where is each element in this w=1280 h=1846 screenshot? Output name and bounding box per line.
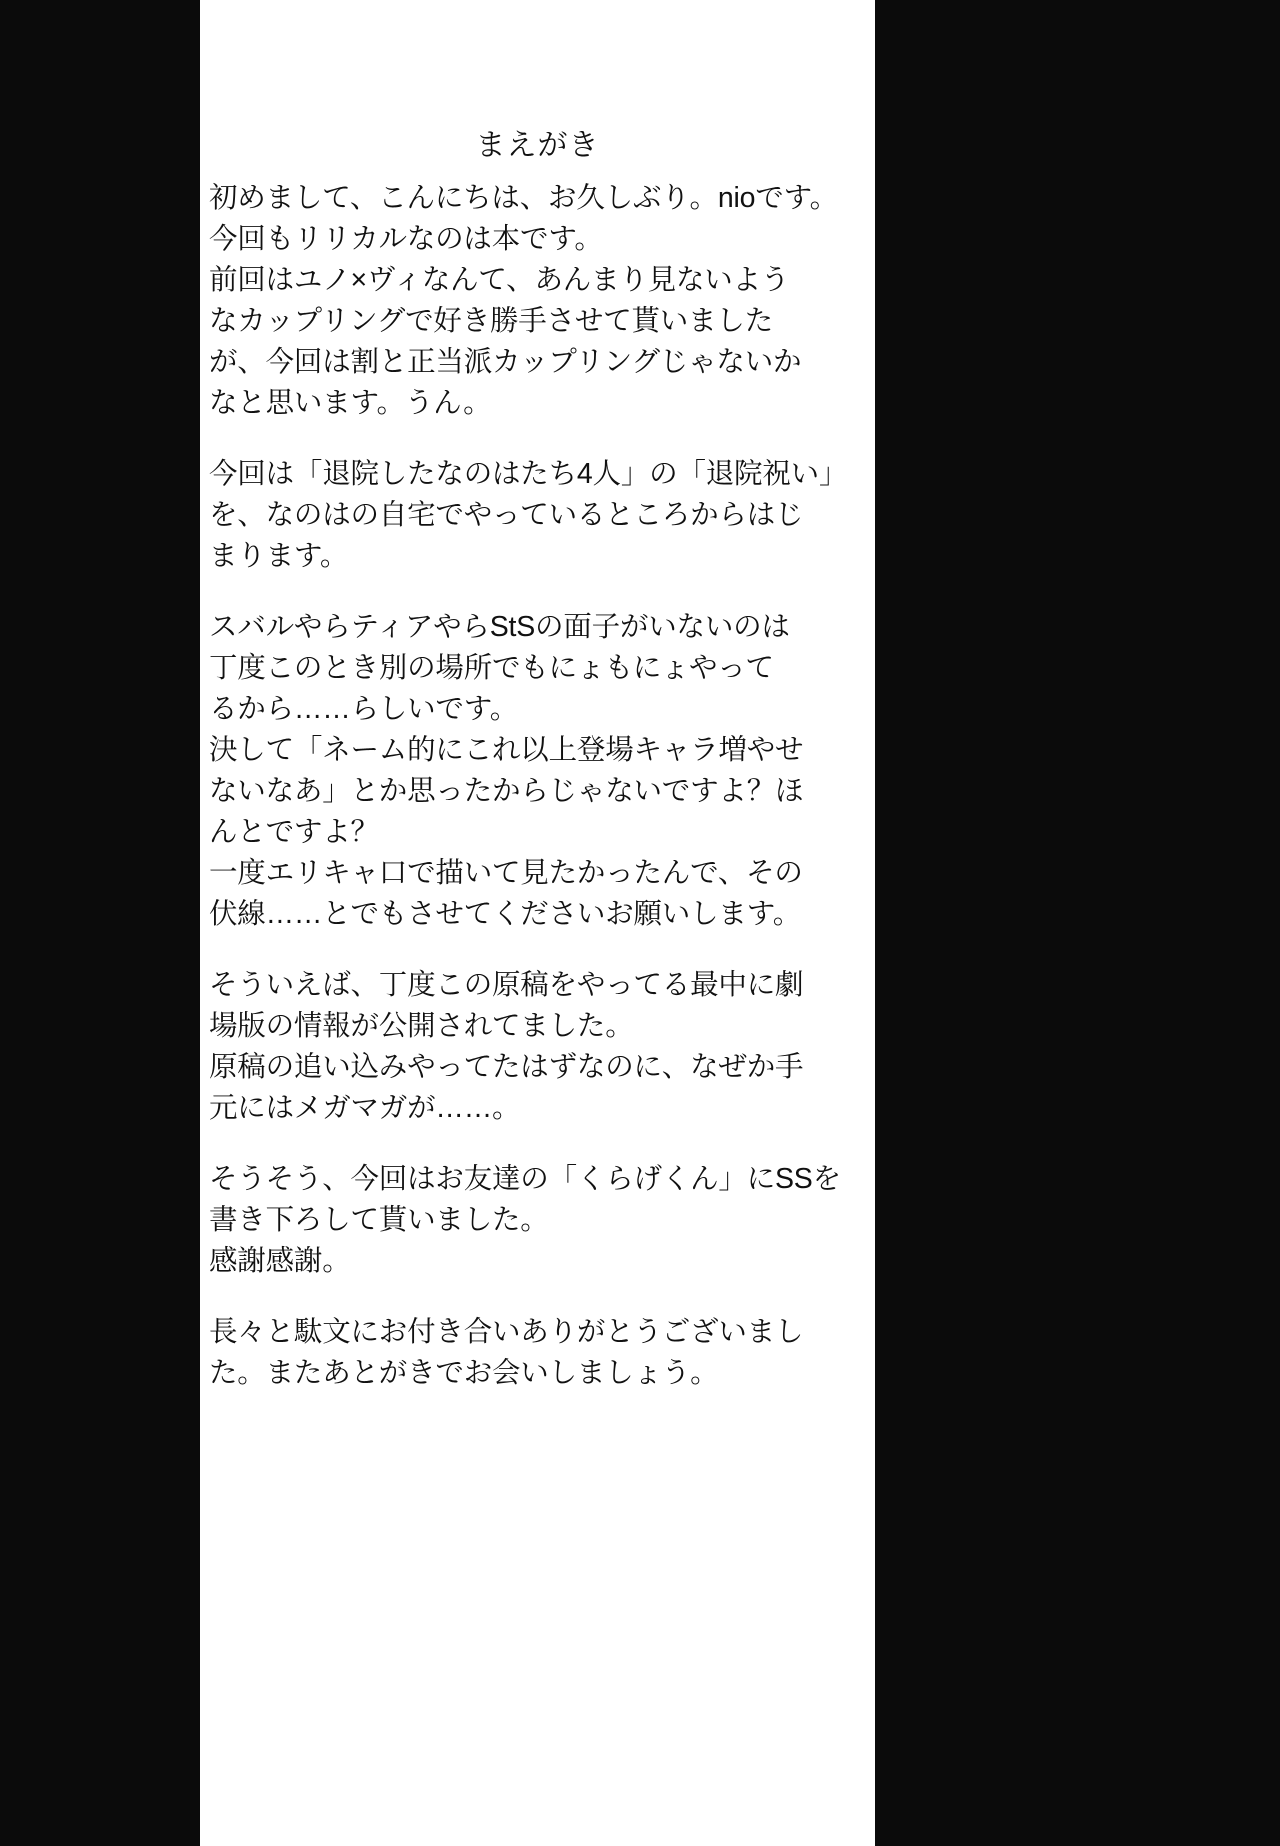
text-line: そういえば、丁度この原稿をやってる最中に劇 xyxy=(209,969,804,1001)
paragraph-movie-news xyxy=(209,965,899,1129)
text-line: なカップリングで好き勝手させて貰いました xyxy=(209,305,774,337)
page-title: まえがき xyxy=(475,129,600,162)
text-line: が、今回は割と正当派カップリングじゃないか xyxy=(209,346,802,378)
paragraph-thanks-friend xyxy=(209,1159,899,1282)
text-line: 長々と駄文にお付き合いありがとうございまし xyxy=(209,1316,804,1348)
text-line: 元にはメガマガが……。 xyxy=(209,1092,521,1124)
text-line: 伏線……とでもさせてくださいお願いします。 xyxy=(209,898,802,930)
text-line: た。またあとがきでお会いしましょう。 xyxy=(209,1357,719,1389)
text-line: 前回はユノ×ヴィなんて、あんまり見ないよう xyxy=(209,264,790,296)
text-line: スバルやらティアやらStSの面子がいないのは xyxy=(209,611,790,643)
page-content xyxy=(200,0,875,1846)
text-line: 場版の情報が公開されてました。 xyxy=(209,1010,634,1042)
left-margin-strip xyxy=(0,0,200,1846)
text-line: 丁度このとき別の場所でもにょもにょやって xyxy=(209,652,774,684)
text-line: 今回は「退院したなのはたち4人」の「退院祝い」 xyxy=(209,458,848,490)
text-line: 原稿の追い込みやってたはずなのに、なぜか手 xyxy=(209,1051,804,1083)
text-line: 一度エリキャ口で描いて見たかったんで、その xyxy=(209,857,803,889)
text-line: まります。 xyxy=(209,540,349,572)
text-line: 感謝感謝。 xyxy=(209,1245,351,1277)
text-line: 書き下ろして貰いました。 xyxy=(209,1204,549,1236)
text-line: 今回もリリカルなのは本です。 xyxy=(209,223,603,255)
text-line: そうそう、今回はお友達の「くらげくん」にSSを xyxy=(209,1163,841,1195)
paragraph-intro xyxy=(209,178,899,424)
paragraph-closing xyxy=(209,1312,899,1394)
text-line: んとですよ？ xyxy=(209,816,379,848)
text-line: るから……らしいです。 xyxy=(209,693,519,725)
afterword-body xyxy=(209,178,899,1394)
text-line: 初めまして、こんにちは、お久しぶり。nioです。 xyxy=(209,182,838,214)
text-line: を、なのはの自宅でやっているところからはじ xyxy=(209,499,804,531)
text-line: ないなあ」とか思ったからじゃないですよ？ほ xyxy=(209,775,804,807)
text-line: 決して「ネーム的にこれ以上登場キャラ増やせ xyxy=(209,734,804,766)
text-line: なと思います。うん。 xyxy=(209,387,492,419)
right-margin-strip xyxy=(875,0,1280,1846)
paragraph-characters xyxy=(209,607,899,935)
paragraph-setting xyxy=(209,454,899,577)
